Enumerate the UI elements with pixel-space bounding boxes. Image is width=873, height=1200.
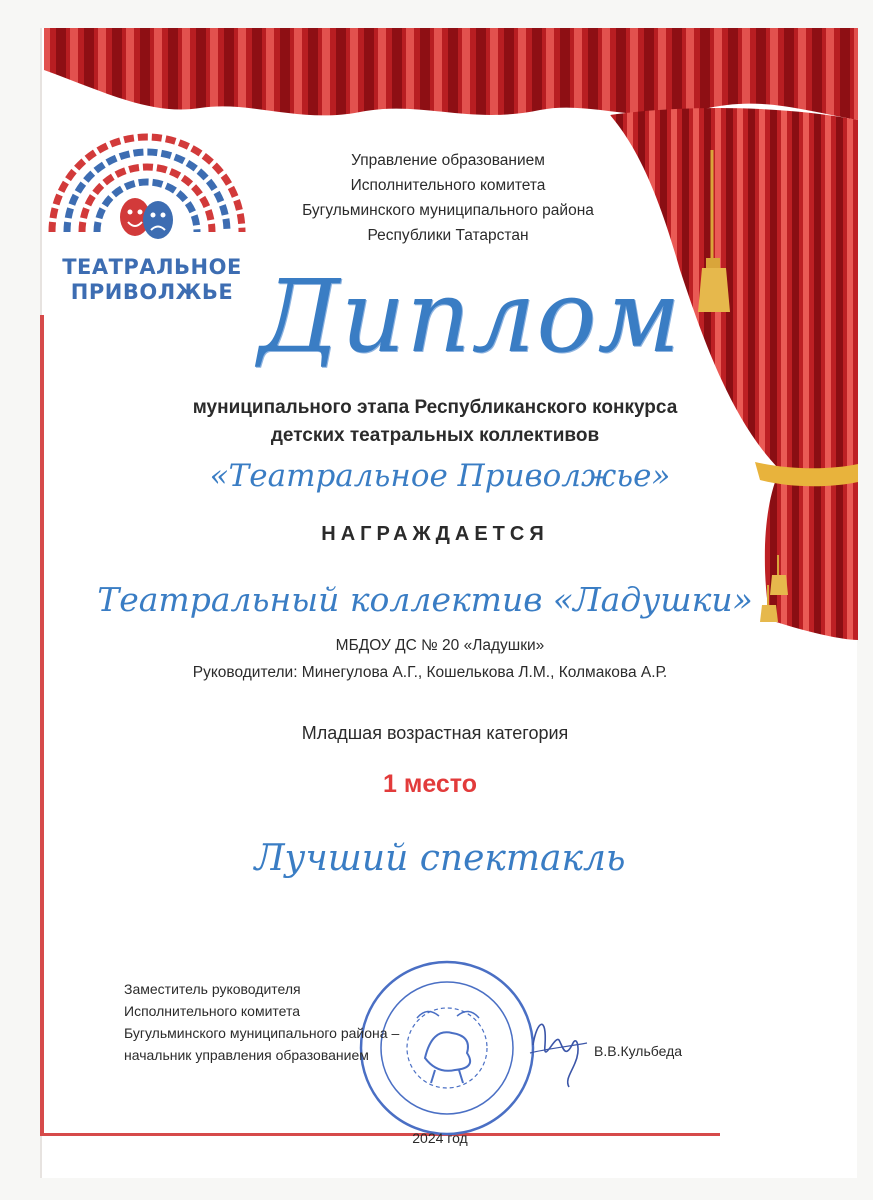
org-line-2: Исполнительного комитета (350, 177, 546, 194)
signatory-line-1: Заместитель руководителя (124, 981, 301, 997)
age-category: Младшая возрастная категория (301, 723, 569, 743)
recipient-leaders: Руководители: Минегулова А.Г., Кошелькова Л.М., Колмакова А.Р. (192, 664, 668, 681)
org-line-3: Бугульминского муниципального района (302, 202, 594, 219)
logo-text-line1: ТЕАТРАЛЬНОЕ (62, 255, 242, 279)
contest-line-2: детских театральных коллективов (270, 425, 600, 446)
recipient-institution: МБДОУ ДС № 20 «Ладушки» (335, 637, 545, 654)
signatory-title (124, 978, 399, 1066)
place-award: 1 место (382, 770, 477, 798)
handwritten-signature (525, 1005, 595, 1090)
signatory-name: В.В.Кульбеда (594, 1043, 683, 1059)
contest-line-1: муниципального этапа Республиканского конкурса (192, 397, 678, 418)
org-line-1: Управление образованием (351, 152, 545, 169)
org-line-4: Республики Татарстан (367, 227, 529, 244)
diploma-title: Диплом (258, 258, 682, 375)
awarded-label: НАГРАЖДАЕТСЯ (321, 523, 549, 545)
signatory-line-2: Исполнительного комитета (124, 1003, 301, 1019)
organization-header (258, 148, 638, 248)
signatory-line-4: начальник управления образованием (124, 1047, 369, 1063)
issue-year: 2024 год (412, 1130, 468, 1146)
signatory-line-3: Бугульминского муниципального района – (124, 1025, 400, 1041)
contest-name: «Театральное Приволжье» (209, 458, 671, 494)
logo-text-line2: ПРИВОЛЖЬЕ (70, 280, 234, 304)
recipient-name: Театральный коллектив «Ладушки» (97, 580, 753, 619)
theater-masks-icon (120, 198, 173, 239)
nomination: Лучший спектакль (254, 838, 626, 879)
